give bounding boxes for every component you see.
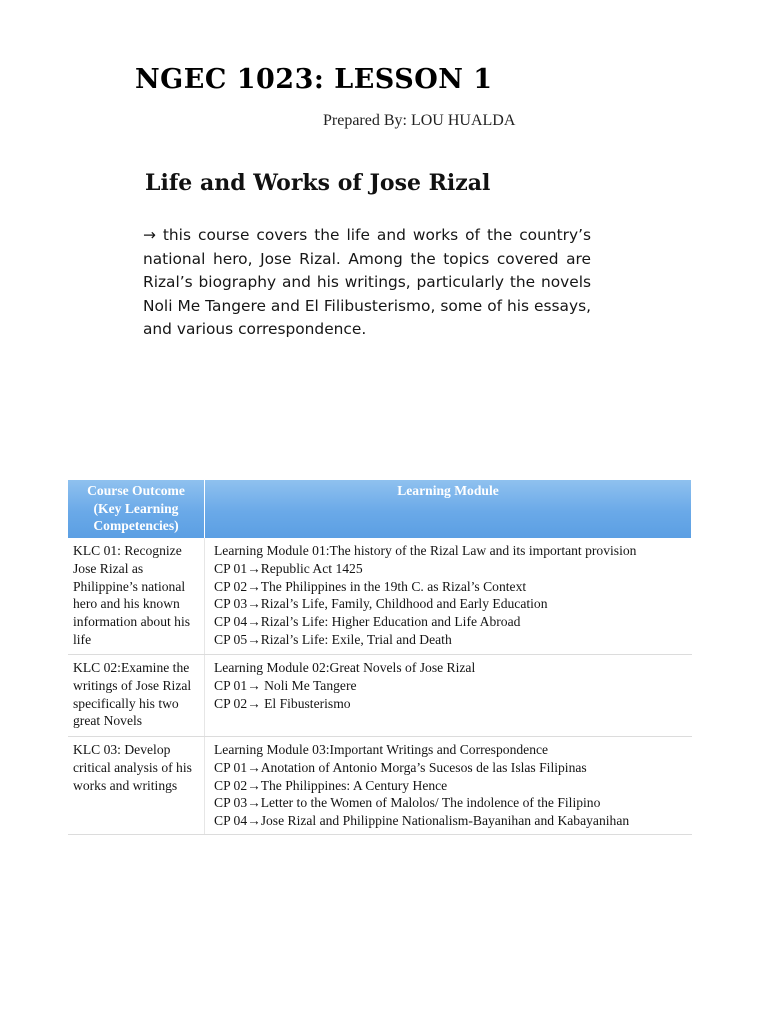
module-item: CP 03→Rizal’s Life, Family, Childhood and Early Education	[214, 596, 548, 612]
module-item: CP 01→ Noli Me Tangere	[214, 678, 357, 694]
header-outcome-line: Course Outcome	[87, 483, 185, 498]
module-item: CP 04→Rizal’s Life: Higher Education and Life Abroad	[214, 613, 521, 629]
outcome-cell-klc03: KLC 03: Develop critical analysis of his works and writings	[68, 737, 205, 835]
lesson-title: NGEC 1023: LESSON 1	[135, 64, 493, 95]
module-cell-lm02	[205, 655, 692, 737]
outcome-cell-klc01: KLC 01: Recognize Jose Rizal as Philippine’s national hero and his known information about his life	[68, 538, 205, 655]
module-title: Learning Module 02:Great Novels of Jose Rizal	[214, 660, 476, 676]
course-description: → this course covers the life and works of the country’s national hero, Jose Rizal. Among the topics covered are Rizal’s biography and his writings, particularly the novels Noli Me Tangere and El Filibusterismo, some of his essays, and various correspondence.	[143, 226, 591, 339]
module-title: Learning Module 01:The history of the Rizal Law and its important provision	[214, 543, 637, 559]
header-outcome-line: Competencies)	[93, 518, 179, 534]
prepared-by: Prepared By: LOU HUALDA	[323, 112, 516, 129]
section-title: Life and Works of Jose Rizal	[145, 170, 491, 196]
module-item: CP 03→Letter to the Women of Malolos/ The indolence of the Filipino	[214, 795, 601, 811]
header-learning-module: Learning Module	[205, 480, 692, 538]
table-row	[68, 737, 692, 835]
module-item: CP 02→The Philippines: A Century Hence	[214, 777, 448, 793]
module-item: CP 02→ El Fibusterismo	[214, 695, 351, 711]
module-item: CP 02→The Philippines in the 19th C. as Rizal’s Context	[214, 578, 527, 594]
table-row	[68, 538, 692, 655]
header-outcome-line: (Key Learning	[93, 500, 179, 516]
outcome-cell-klc02: KLC 02:Examine the writings of Jose Rizal specifically his two great Novels	[68, 655, 205, 737]
module-cell-lm01	[205, 538, 692, 655]
module-item: CP 01→Anotation of Antonio Morga’s Sucesos de las Islas Filipinas	[214, 759, 587, 775]
table-header-row	[68, 480, 692, 538]
module-item: CP 05→Rizal’s Life: Exile, Trial and Death	[214, 631, 452, 647]
table-row	[68, 655, 692, 737]
module-title: Learning Module 03:Important Writings and Correspondence	[214, 742, 549, 758]
module-item: CP 04→Jose Rizal and Philippine Nationalism-Bayanihan and Kabayanihan	[214, 812, 630, 828]
course-outcome-table	[68, 480, 692, 835]
header-course-outcome	[68, 480, 205, 538]
module-cell-lm03	[205, 737, 692, 835]
module-item: CP 01→Republic Act 1425	[214, 560, 363, 576]
